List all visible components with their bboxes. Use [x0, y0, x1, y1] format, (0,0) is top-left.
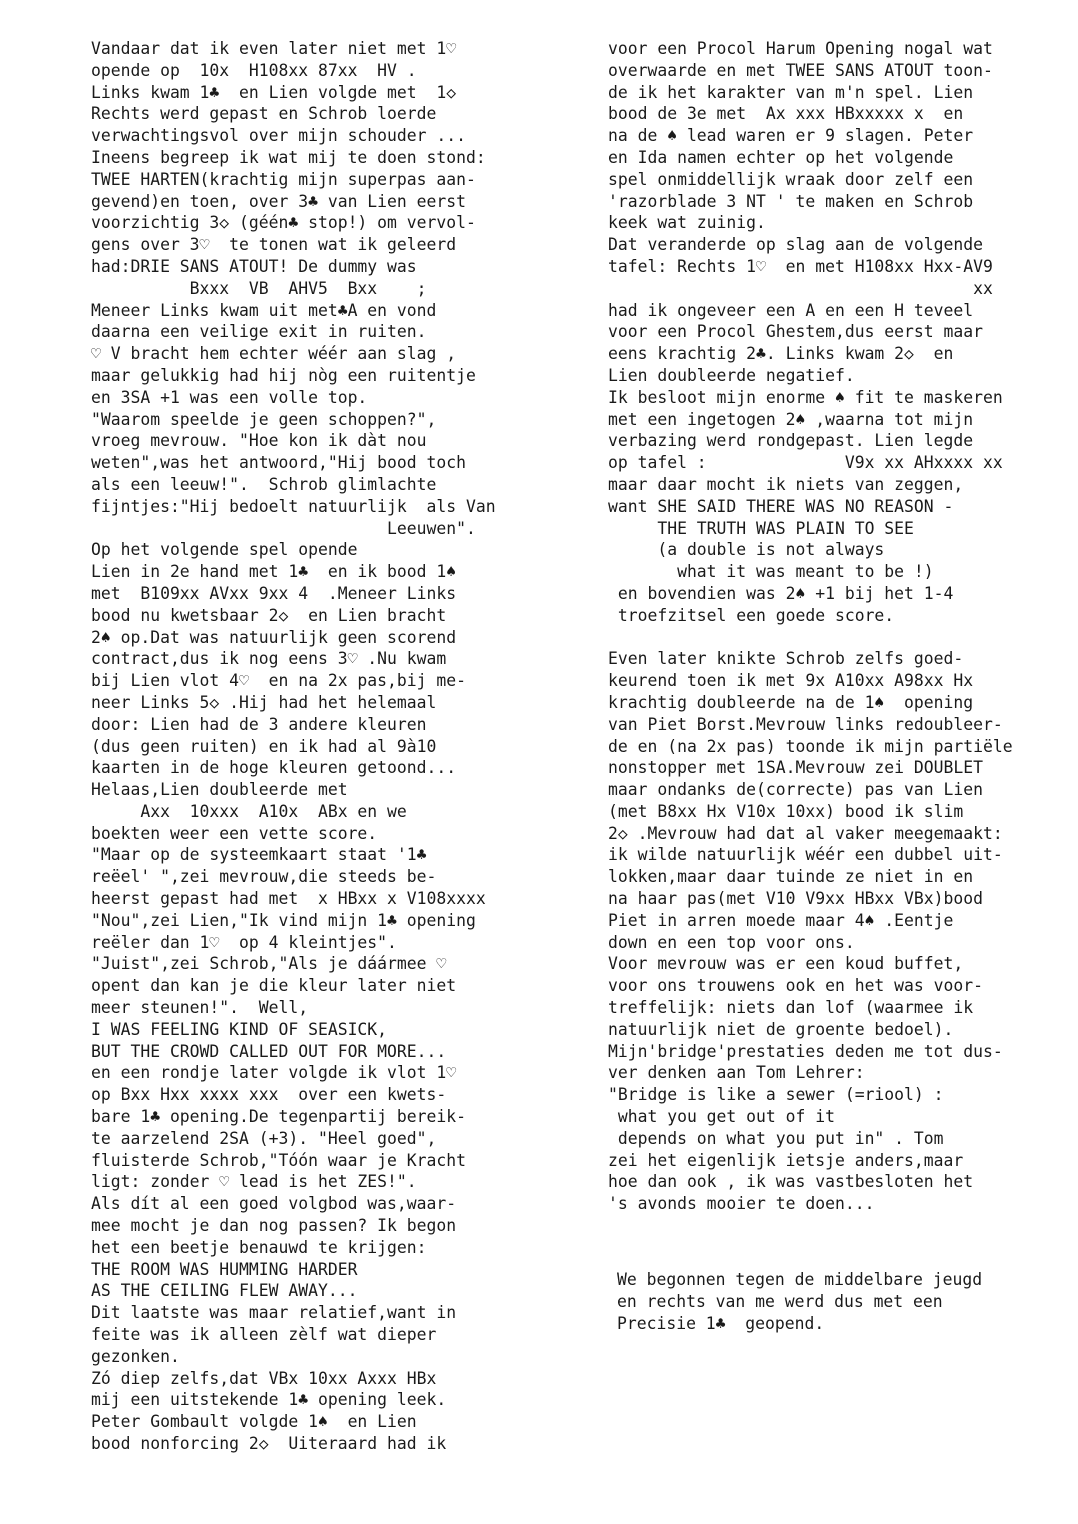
text-line: Piet in arren moede maar 4♠ .Eentje — [608, 910, 954, 930]
text-line: bood de 3e met Ax xxx HBxxxxx x en — [608, 104, 964, 124]
text-line: had:DRIE SANS ATOUT! De dummy was — [91, 256, 417, 276]
text-line: "Juist",zei Schrob,"Als je dáármee ♡ — [91, 954, 447, 974]
text-line: gens over 3♡ te tonen wat ik geleerd — [91, 235, 457, 255]
text-line: de ik het karakter van m'n spel. Lien — [608, 82, 974, 102]
text-line: Peter Gombault volgde 1♠ en Lien — [91, 1412, 417, 1432]
text-line: en een rondje later volgde ik vlot 1♡ — [91, 1063, 457, 1083]
text-line: mee mocht je dan nog passen? Ik begon — [91, 1216, 457, 1236]
text-line: door: Lien had de 3 andere kleuren — [91, 714, 427, 734]
text-line: depends on what you put in" . Tom — [608, 1128, 944, 1148]
text-line: bood nonforcing 2◇ Uiteraard had ik — [91, 1434, 447, 1453]
text-line: na haar pas(met V10 V9xx HBxx VBx)bood — [608, 889, 983, 909]
text-line: Even later knikte Schrob zelfs goed- — [608, 649, 964, 669]
text-line: gevend)en toen, over 3♣ van Lien eerst — [91, 191, 466, 211]
text-line: Voor mevrouw was er een koud buffet, — [608, 954, 964, 974]
text-line: en 3SA +1 was een volle top. — [91, 387, 368, 407]
text-line: bood nu kwetsbaar 2◇ en Lien bracht — [91, 605, 447, 625]
text-line: I WAS FEELING KIND OF SEASICK, — [91, 1019, 388, 1039]
right-column-text — [608, 38, 1070, 1215]
text-line: Helaas,Lien doubleerde met — [91, 780, 348, 800]
text-line: nonstopper met 1SA.Mevrouw zei DOUBLET — [608, 758, 983, 778]
text-line: bij Lien vlot 4♡ en na 2x pas,bij me- — [91, 671, 466, 691]
text-line: Vandaar dat ik even later niet met 1♡ — [91, 39, 457, 58]
text-line: boekten weer een vette score. — [91, 823, 378, 843]
text-line: 2◇ .Mevrouw had dat al vaker meegemaakt: — [608, 823, 1003, 843]
text-line: Op het volgende spel opende — [91, 540, 358, 560]
text-line: Precisie 1♣ geopend. — [617, 1313, 825, 1333]
text-line: gezonken. — [91, 1346, 180, 1366]
text-line: daarna een veilige exit in ruiten. — [91, 322, 427, 342]
text-line: THE ROOM WAS HUMMING HARDER — [91, 1259, 358, 1279]
text-line: maar gelukkig had hij nòg een ruitentje — [91, 365, 476, 385]
text-line: ver denken aan Tom Lehrer: — [608, 1063, 865, 1083]
text-line: Bxxx VB AHV5 Bxx ; — [91, 278, 427, 298]
text-line: na de ♠ lead waren er 9 slagen. Peter — [608, 126, 974, 146]
text-line: "Waarom speelde je geen schoppen?", — [91, 409, 437, 429]
text-line: hoe dan ook , ik was vastbesloten het — [608, 1172, 974, 1192]
text-line: Dat veranderde op slag aan de volgende — [608, 235, 983, 255]
text-line: het een beetje benauwd te krijgen: — [91, 1237, 427, 1257]
text-line: (dus geen ruiten) en ik had al 9à10 — [91, 736, 437, 756]
text-line: keek wat zuinig. — [608, 213, 766, 233]
text-line: (a double is not always — [608, 540, 885, 560]
text-line: tafel: Rechts 1♡ en met H108xx Hxx-AV9 — [608, 256, 993, 276]
text-line: Links kwam 1♣ en Lien volgde met 1◇ — [91, 82, 457, 102]
text-line: heerst gepast had met x HBxx x V108xxxx — [91, 889, 486, 909]
text-line: voor een Procol Ghestem,dus eerst maar — [608, 322, 983, 342]
text-line: opende op 10x H108xx 87xx HV . — [91, 60, 417, 80]
text-line: als een leeuw!". Schrob glimlachte — [91, 474, 437, 494]
text-line: zei het eigenlijk ietsje anders,maar — [608, 1150, 964, 1170]
text-line: what it was meant to be !) — [608, 562, 934, 582]
text-line: contract,dus ik nog eens 3♡ .Nu kwam — [91, 649, 447, 669]
text-line: meer steunen!". Well, — [91, 998, 309, 1018]
text-line: feite was ik alleen zèlf wat dieper — [91, 1325, 437, 1345]
text-line: THE TRUTH WAS PLAIN TO SEE — [608, 518, 914, 538]
text-line: want SHE SAID THERE WAS NO REASON - — [608, 496, 954, 516]
text-line: Lien in 2e hand met 1♣ en ik bood 1♠ — [91, 562, 457, 582]
text-line: met een ingetogen 2♠ ,waarna tot mijn — [608, 409, 974, 429]
text-line: (met B8xx Hx V10x 10xx) bood ik slim — [608, 801, 964, 821]
text-line: "Nou",zei Lien,"Ik vind mijn 1♣ opening — [91, 910, 476, 930]
left-column-text — [91, 38, 551, 1455]
text-line: Zó diep zelfs,dat VBx 10xx Axxx HBx — [91, 1368, 437, 1388]
text-line: eens krachtig 2♣. Links kwam 2◇ en — [608, 344, 954, 364]
text-line: TWEE HARTEN(krachtig mijn superpas aan- — [91, 169, 476, 189]
text-line: down en een top voor ons. — [608, 932, 855, 952]
text-line: mij een uitstekende 1♣ opening leek. — [91, 1390, 447, 1410]
text-line: reëel' ",zei mevrouw,die steeds be- — [91, 867, 437, 887]
text-line: "Bridge is like a sewer (=riool) : — [608, 1085, 944, 1105]
text-line: weten",was het antwoord,"Hij bood toch — [91, 453, 466, 473]
text-line: Ik besloot mijn enorme ♠ fit te maskeren — [608, 387, 1003, 407]
text-line: ligt: zonder ♡ lead is het ZES!". — [91, 1172, 417, 1192]
text-line: xx — [608, 278, 993, 298]
text-line: BUT THE CROWD CALLED OUT FOR MORE... — [91, 1041, 447, 1061]
text-line: AS THE CEILING FLEW AWAY... — [91, 1281, 358, 1301]
text-line: de en (na 2x pas) toonde ik mijn partiële — [608, 736, 1013, 756]
text-line: fijntjes:"Hij bedoelt natuurlijk als Van — [91, 496, 496, 516]
text-line: keurend toen ik met 9x A10xx A98xx Hx — [608, 671, 974, 691]
text-line: met B109xx AVxx 9xx 4 .Meneer Links — [91, 583, 457, 603]
text-line: voor ons trouwens ook en het was voor- — [608, 976, 983, 996]
text-line: treffelijk: niets dan lof (waarmee ik — [608, 998, 974, 1018]
text-line: Dit laatste was maar relatief,want in — [91, 1303, 457, 1323]
text-line: natuurlijk niet de groente bedoel). — [608, 1019, 954, 1039]
text-line: 'razorblade 3 NT ' te maken en Schrob — [608, 191, 974, 211]
closing-paragraph — [617, 1269, 982, 1334]
text-line: spel onmiddellijk wraak door zelf een — [608, 169, 974, 189]
text-line: Lien doubleerde negatief. — [608, 365, 855, 385]
text-line: Mijn'bridge'prestaties deden me tot dus- — [608, 1041, 1003, 1061]
text-line: voor een Procol Harum Opening nogal wat — [608, 39, 993, 58]
text-line: fluisterde Schrob,"Tóón waar je Kracht — [91, 1150, 466, 1170]
text-line: 2♠ op.Dat was natuurlijk geen scorend — [91, 627, 457, 647]
text-line: We begonnen tegen de middelbare jeugd — [617, 1270, 983, 1289]
text-line: neer Links 5◇ .Hij had het helemaal — [91, 692, 437, 712]
text-line: "Maar op de systeemkaart staat '1♣ — [91, 845, 427, 865]
text-line: ♡ V bracht hem echter wéér aan slag , — [91, 344, 457, 364]
text-line: 's avonds mooier te doen... — [608, 1194, 875, 1214]
text-line: ik wilde natuurlijk wéér een dubbel uit- — [608, 845, 1003, 865]
text-line: vroeg mevrouw. "Hoe kon ik dàt nou — [91, 431, 427, 451]
text-line: kaarten in de hoge kleuren getoond... — [91, 758, 457, 778]
text-line: overwaarde en met TWEE SANS ATOUT toon- — [608, 60, 993, 80]
text-line: Axx 10xxx A10x ABx en we — [91, 801, 407, 821]
text-line: reëler dan 1♡ op 4 kleintjes". — [91, 932, 397, 952]
text-line: opent dan kan je die kleur later niet — [91, 976, 457, 996]
text-line: voorzichtig 3◇ (géén♣ stop!) om vervol- — [91, 213, 476, 233]
text-line: op tafel : V9x xx AHxxxx xx — [608, 453, 1003, 473]
text-line: troefzitsel een goede score. — [608, 605, 895, 625]
text-line: en bovendien was 2♠ +1 bij het 1-4 — [608, 583, 954, 603]
text-line: bare 1♣ opening.De tegenpartij bereik- — [91, 1107, 466, 1127]
text-line: Als dít al een goed volgbod was,waar- — [91, 1194, 457, 1214]
text-line: Meneer Links kwam uit met♣A en vond — [91, 300, 437, 320]
text-line: te aarzelend 2SA (+3). "Heel goed", — [91, 1128, 437, 1148]
text-line: Leeuwen". — [91, 518, 476, 538]
text-line: Ineens begreep ik wat mij te doen stond: — [91, 147, 486, 167]
text-line: verwachtingsvol over mijn schouder ... — [91, 126, 466, 146]
text-line: krachtig doubleerde na de 1♠ opening — [608, 692, 974, 712]
text-line: what you get out of it — [608, 1107, 835, 1127]
text-line: had ik ongeveer een A en een H teveel — [608, 300, 974, 320]
text-line: en rechts van me werd dus met een — [617, 1291, 943, 1311]
text-line: maar ondanks de(correcte) pas van Lien — [608, 780, 983, 800]
text-line: lokken,maar daar tuinde ze niet in en — [608, 867, 974, 887]
text-line: verbazing werd rondgepast. Lien legde — [608, 431, 974, 451]
text-line — [608, 627, 1070, 649]
text-line: van Piet Borst.Mevrouw links redoubleer- — [608, 714, 1003, 734]
text-line: en Ida namen echter op het volgende — [608, 147, 954, 167]
text-line: op Bxx Hxx xxxx xxx over een kwets- — [91, 1085, 447, 1105]
text-line: maar daar mocht ik niets van zeggen, — [608, 474, 964, 494]
text-line: Rechts werd gepast en Schrob loerde — [91, 104, 437, 124]
